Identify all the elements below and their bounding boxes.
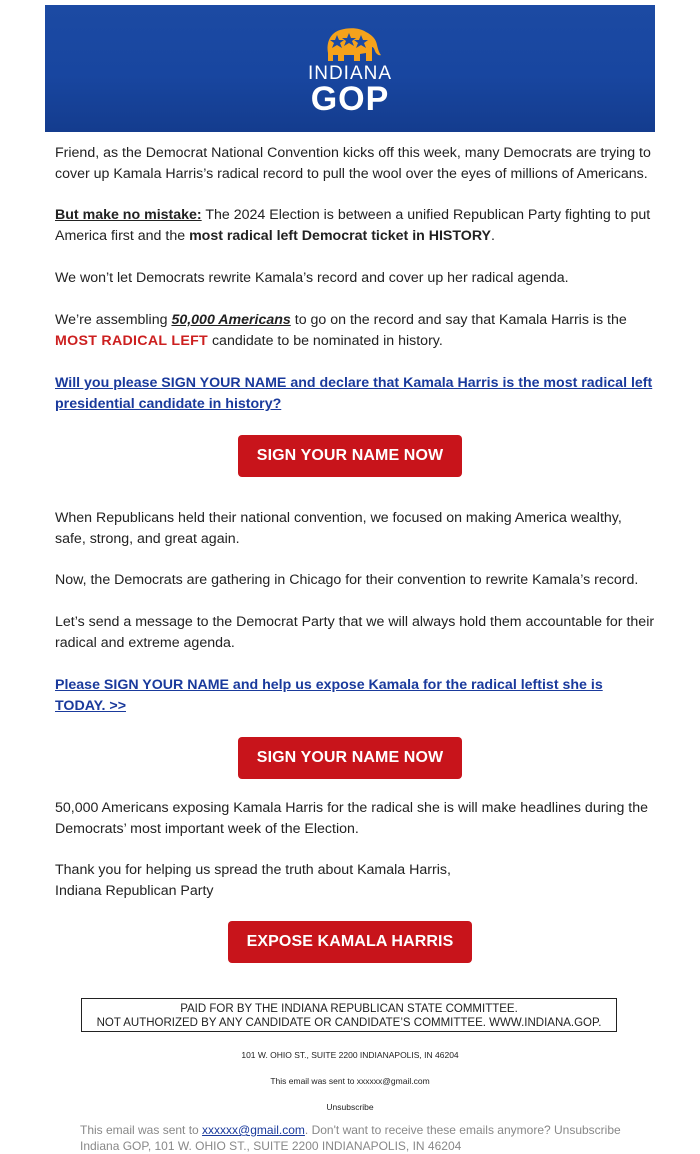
paragraph-intro: Friend, as the Democrat National Convention kicks off this week, many Democrats are trying to cover up Kamala Harris’s radical record to pull the wool over the eyes of millions of Americans. [55, 145, 651, 182]
footer-address: 101 W. OHIO ST., SUITE 2200 INDIANAPOLIS, IN 46204 [241, 1050, 459, 1060]
paragraph-assembling: We’re assembling 50,000 Americans to go on the record and say that Kamala Harris is the MOST RADICAL LEFT candidate to be nominated in history. [55, 312, 627, 349]
logo-text-indiana: INDIANA [307, 63, 393, 84]
emphasis-most-radical-left: MOST RADICAL LEFT [55, 333, 209, 349]
footer-bottom-sent: This email was sent to xxxxxx@gmail.com. Don't want to receive these emails anymore? Unsubscribe [80, 1123, 621, 1137]
sign-your-name-button-1[interactable]: SIGN YOUR NAME NOW [238, 435, 462, 477]
footer-bottom-address: Indiana GOP, 101 W. OHIO ST., SUITE 2200 INDIANAPOLIS, IN 46204 [80, 1139, 462, 1153]
link-sign-declare[interactable]: Will you please SIGN YOUR NAME and declare that Kamala Harris is the most radical left presidential candidate in history? [55, 375, 653, 412]
footer-email-link[interactable]: xxxxxx@gmail.com [202, 1123, 305, 1137]
disclaimer-line-1: PAID FOR BY THE INDIANA REPUBLICAN STATE COMMITTEE. [180, 1003, 518, 1015]
signoff-thanks: Thank you for helping us spread the truth about Kamala Harris, [55, 862, 451, 878]
paragraph-send-message: Let’s send a message to the Democrat Party that we will always hold them accountable for their radical and extreme agenda. [55, 614, 655, 651]
paragraph-rewrite: We won’t let Democrats rewrite Kamala’s record and cover up her radical agenda. [55, 270, 569, 286]
paragraph-headlines: 50,000 Americans exposing Kamala Harris for the radical she is will make headlines during the Democrats’ most important week of the Election. [55, 800, 649, 837]
link-sign-expose[interactable]: Please SIGN YOUR NAME and help us expose Kamala for the radical leftist she is TODAY. >> [55, 677, 603, 714]
signoff-party: Indiana Republican Party [55, 883, 214, 899]
paragraph-republican-convention: When Republicans held their national convention, we focused on making America wealthy, safe, strong, and great again. [55, 510, 622, 547]
indiana-gop-logo [45, 5, 655, 132]
footer-sent-to: This email was sent to xxxxxx@gmail.com [270, 1076, 430, 1086]
sign-your-name-button-2[interactable]: SIGN YOUR NAME NOW [238, 737, 462, 779]
disclaimer-line-2: NOT AUTHORIZED BY ANY CANDIDATE OR CANDIDATE’S COMMITTEE. WWW.INDIANA.GOP. [96, 1017, 602, 1029]
logo-text-gop: GOP [310, 80, 390, 118]
emphasis-radical-ticket: most radical left Democrat ticket in HISTORY [189, 228, 492, 244]
expose-kamala-harris-button[interactable]: EXPOSE KAMALA HARRIS [228, 921, 472, 963]
paid-for-disclaimer [81, 998, 617, 1032]
elephant-icon [320, 23, 382, 65]
email-header-banner [45, 5, 655, 132]
emphasis-50000: 50,000 Americans [171, 312, 291, 328]
unsubscribe-link[interactable]: Unsubscribe [326, 1102, 374, 1112]
paragraph-election: But make no mistake: The 2024 Election is between a unified Republican Party fighting to put America first and the most radical left Democrat ticket in HISTORY. [55, 207, 651, 244]
paragraph-chicago: Now, the Democrats are gathering in Chicago for their convention to rewrite Kamala’s record. [55, 572, 639, 588]
emphasis-make-no-mistake: But make no mistake: [55, 207, 202, 223]
